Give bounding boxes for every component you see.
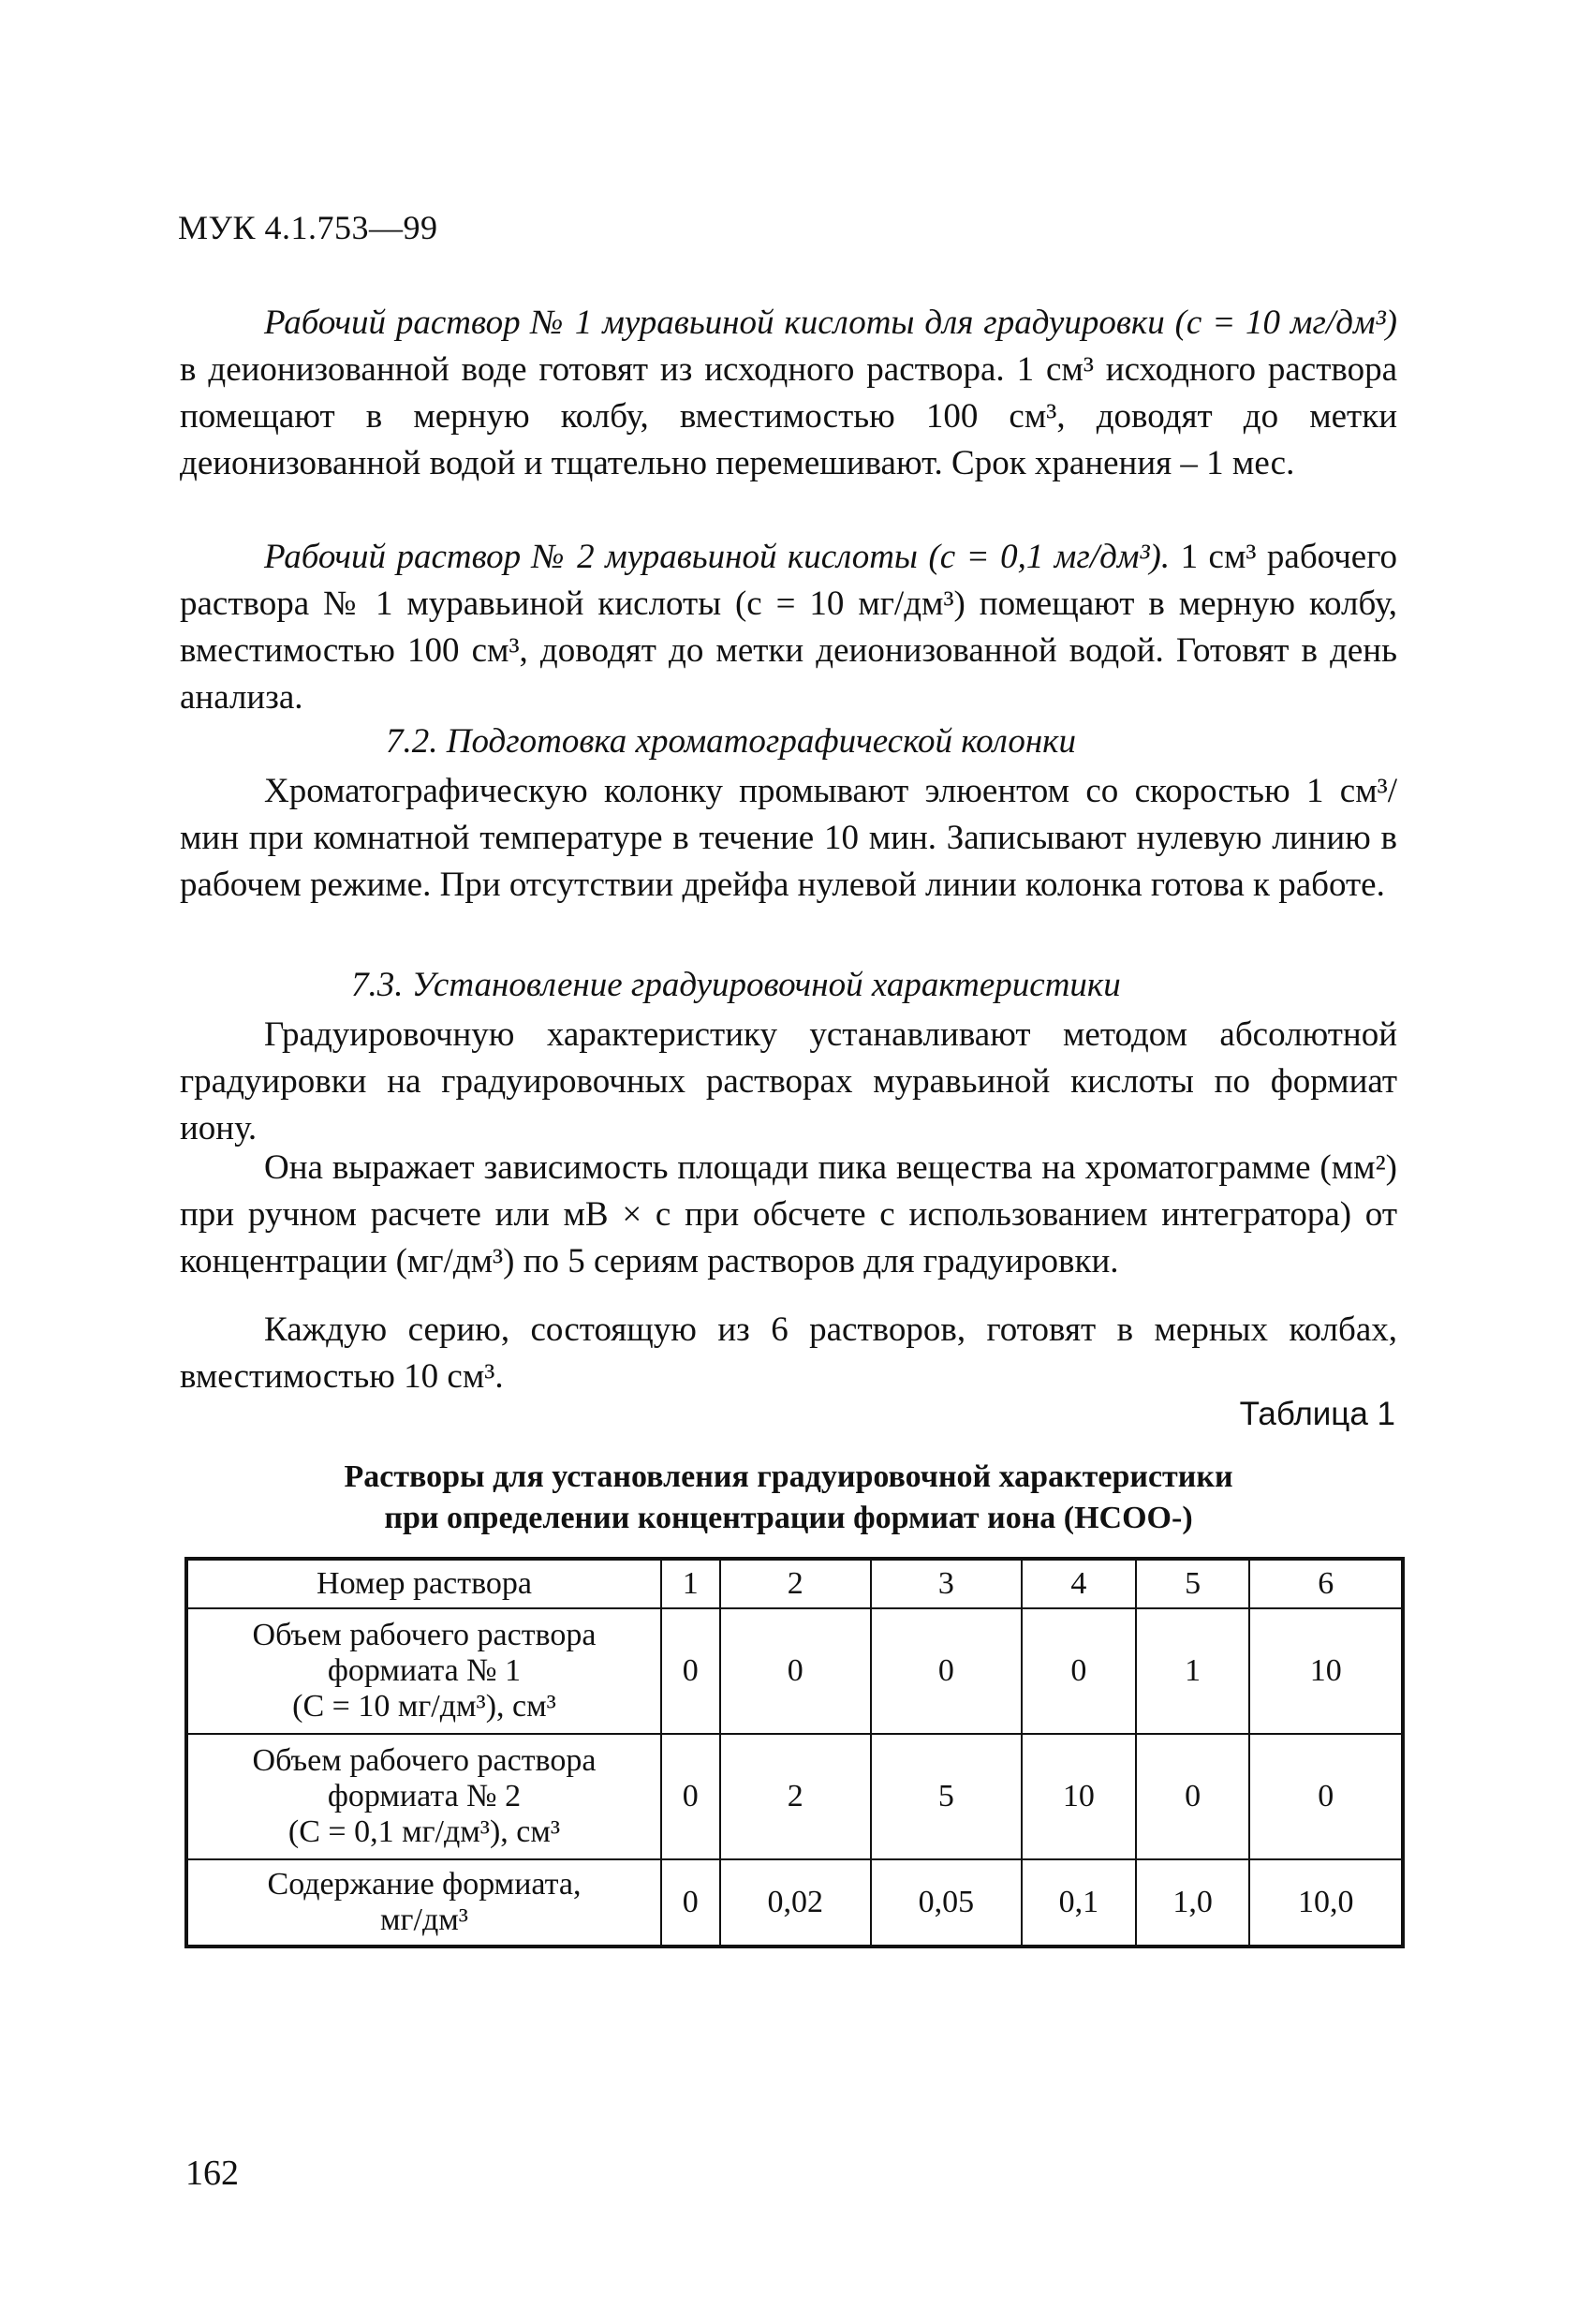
table-cell: 1 xyxy=(661,1559,720,1608)
table-cell: 10 xyxy=(1022,1734,1136,1859)
series-text: Каждую серию, состоящую из 6 растворов, готовят в мерных колбах, вместимостью 10 см³. xyxy=(180,1310,1397,1396)
table-title-line-1: Растворы для установления градуировочной характеристики xyxy=(344,1459,1233,1494)
table-cell: 0 xyxy=(661,1859,720,1947)
table-cell: 10,0 xyxy=(1249,1859,1403,1947)
paragraph-calibration-dependence xyxy=(180,1145,1397,1285)
table-cell: 1 xyxy=(1136,1608,1250,1734)
working-solution-1-title: Рабочий раствор № 1 муравьиной кислоты для градуировки (с = 10 мг/дм³) xyxy=(264,303,1397,342)
table-cell: 0 xyxy=(1136,1734,1250,1859)
table-cell: 10 xyxy=(1249,1608,1403,1734)
working-solution-1-text: в деионизованной воде готовят из исходного раствора. 1 см³ исходного раствора помещают в мерную колбу, вместимостью 100 см³, доводят до метки деионизованной водой и тщательно перемешивают. Срок хранения – 1 мес. xyxy=(180,350,1397,482)
table-cell: 4 xyxy=(1022,1559,1136,1608)
table-cell: 0,1 xyxy=(1022,1859,1136,1947)
section-heading-7-3: 7.3. Установление градуировочной характеристики xyxy=(351,966,1121,1004)
working-solution-2-text: 1 см³ рабочего раствора № 1 муравьиной кислоты (с = 10 мг/дм³) помещают в мерную колбу, вместимостью 100 см³, доводят до метки деионизованной водой. Готовят в день анализа. xyxy=(180,538,1397,717)
table-cell: 2 xyxy=(720,1559,871,1608)
column-preparation-text: Хроматографическую колонку промывают элюентом со скоростью 1 см³/мин при комнатной температуре в течение 10 мин. Записывают нулевую линию в рабочем режиме. При отсутствии дрейфа нулевой линии колонка готова к работе. xyxy=(180,772,1397,904)
table-row xyxy=(186,1859,1403,1947)
working-solution-2-title: Рабочий раствор № 2 муравьиной кислоты (с = 0,1 мг/дм³). xyxy=(264,538,1171,576)
table-label: Таблица 1 xyxy=(1239,1396,1395,1432)
paragraph-working-solution-1 xyxy=(180,300,1397,487)
table-cell: 0 xyxy=(1249,1734,1403,1859)
paragraph-series xyxy=(180,1307,1397,1400)
table-cell: 0 xyxy=(871,1608,1022,1734)
section-heading-7-2: 7.2. Подготовка хроматографической колонки xyxy=(386,722,1076,761)
table-cell: 0 xyxy=(661,1734,720,1859)
table-cell: 3 xyxy=(871,1559,1022,1608)
table-cell: 1,0 xyxy=(1136,1859,1250,1947)
table-cell: 5 xyxy=(871,1734,1022,1859)
calibration-method-text: Градуировочную характеристику устанавливают методом абсолютной градуировки на градуировочных растворах муравьиной кислоты по формиат иону. xyxy=(180,1015,1397,1147)
row-header-cell: Содержание формиата, мг/дм³ xyxy=(186,1859,661,1947)
table-cell: 6 xyxy=(1249,1559,1403,1608)
document-header: МУК 4.1.753—99 xyxy=(178,209,438,246)
table-title-line-2: при определении концентрации формиат иона (HCOO-) xyxy=(384,1501,1193,1535)
row-header-cell: Объем рабочего раствора формиата № 1 (С = 10 мг/дм³), см³ xyxy=(186,1608,661,1734)
row-header-cell: Объем рабочего раствора формиата № 2 (С = 0,1 мг/дм³), см³ xyxy=(186,1734,661,1859)
table-title xyxy=(180,1457,1397,1539)
table-cell: 0 xyxy=(1022,1608,1136,1734)
calibration-table xyxy=(184,1557,1405,1948)
table-cell: 0,02 xyxy=(720,1859,871,1947)
row-header-cell: Номер раствора xyxy=(186,1559,661,1608)
table-cell: 0,05 xyxy=(871,1859,1022,1947)
paragraph-column-preparation xyxy=(180,768,1397,909)
table-row xyxy=(186,1608,1403,1734)
table-cell: 0 xyxy=(720,1608,871,1734)
page-number: 162 xyxy=(185,2154,239,2193)
table-cell: 2 xyxy=(720,1734,871,1859)
table-row xyxy=(186,1559,1403,1608)
paragraph-calibration-method xyxy=(180,1012,1397,1152)
paragraph-working-solution-2 xyxy=(180,534,1397,721)
table-cell: 0 xyxy=(661,1608,720,1734)
table-cell: 5 xyxy=(1136,1559,1250,1608)
calibration-dependence-text: Она выражает зависимость площади пика вещества на хроматограмме (мм²) при ручном расчете или мВ × с при обсчете с использованием интегратора) от концентрации (мг/дм³) по 5 сериям растворов для градуировки. xyxy=(180,1148,1397,1280)
table-row xyxy=(186,1734,1403,1859)
